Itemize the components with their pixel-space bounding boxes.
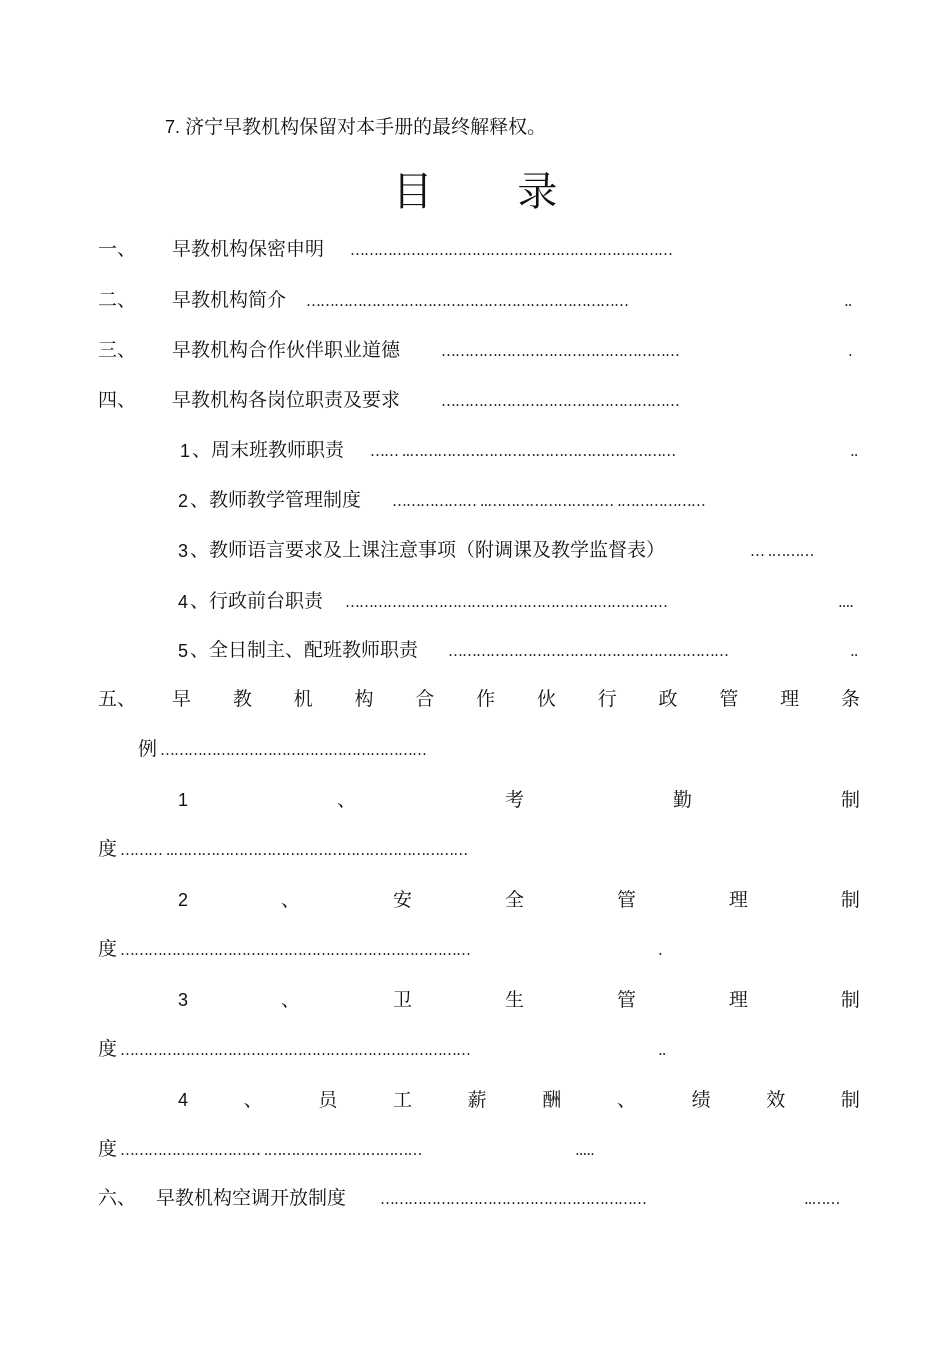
toc-leader-dots: …………………………………………………………… <box>350 243 672 258</box>
toc-entry-number: 四、 <box>98 389 137 411</box>
toc-subentry-title-continuation: 度 <box>98 938 118 960</box>
toc-subentry-title: 、周末班教师职责 <box>192 439 345 461</box>
toc-subentry-title: 、全日制主、配班教师职责 <box>190 639 419 661</box>
toc-entry-number: 五、 <box>98 688 137 710</box>
title-char: 薪 <box>467 1089 487 1111</box>
toc-title: 目 录 <box>392 169 594 215</box>
toc-entry-number: 三、 <box>98 339 137 361</box>
title-char: 勤 <box>672 789 692 811</box>
toc-entry-title: 早教机构简介 <box>172 289 287 311</box>
toc-page-marker: ..... <box>575 1143 594 1158</box>
title-char: 作 <box>476 688 496 710</box>
toc-leader-dots: ………………………………………………………………… <box>120 943 470 958</box>
title-char: 1 <box>178 790 189 810</box>
title-char: 、 <box>243 1089 263 1111</box>
title-char: 工 <box>392 1089 412 1111</box>
toc-page-marker: .. <box>844 294 852 309</box>
toc-leader-dots: ………………………………………………… <box>160 743 426 758</box>
toc-entry-title: 早教机构保密申明 <box>172 238 325 260</box>
title-char: 卫 <box>392 989 412 1011</box>
toc-subentry-title: 、教师教学管理制度 <box>190 489 362 511</box>
toc-leader-dots: …………………………………………………………… <box>345 595 667 610</box>
toc-subentry-title-continuation: 度 <box>98 1038 118 1060</box>
toc-subentry-number: 4 <box>178 592 189 612</box>
toc-subentry-number: 2 <box>178 491 189 511</box>
title-char: 管 <box>616 989 636 1011</box>
title-char: 酬 <box>542 1089 562 1111</box>
title-char: 全 <box>504 889 524 911</box>
title-char: 员 <box>318 1089 338 1111</box>
toc-entry-title: 早教机构合作伙伴职业道德 <box>172 339 401 361</box>
title-char: 、 <box>280 889 300 911</box>
toc-entry-number: 二、 <box>98 289 137 311</box>
toc-leader-dots: ………………………… .…………………………… <box>120 1143 422 1158</box>
title-char: 条 <box>840 688 860 710</box>
toc-page-marker: .... <box>838 595 854 610</box>
title-char: 3 <box>178 990 189 1010</box>
toc-subentry-title-continuation: 度 <box>98 1138 118 1160</box>
toc-entry-title <box>172 690 860 709</box>
title-char: 行 <box>597 688 617 710</box>
toc-page-marker: ..…… <box>804 1192 840 1207</box>
toc-page-marker: .. <box>658 1043 666 1058</box>
toc-leader-dots: … .……… <box>750 544 814 559</box>
toc-subentry-number: 1 <box>180 441 191 461</box>
toc-entry-title: 早教机构空调开放制度 <box>156 1187 347 1209</box>
toc-leader-dots: ……………… ..……………………… .……………… <box>392 494 705 509</box>
title-char: 管 <box>719 688 739 710</box>
toc-leader-dots: …… ..………………………………………………… <box>370 444 676 459</box>
title-char: 制 <box>840 889 860 911</box>
title-char: 伙 <box>536 688 556 710</box>
toc-page-marker: .. <box>850 444 858 459</box>
toc-entry-number: 六、 <box>98 1187 137 1209</box>
toc-leader-dots: …………………………………………… <box>441 344 679 359</box>
title-char: 机 <box>293 688 313 710</box>
title-char: 理 <box>728 889 748 911</box>
title-char: 制 <box>840 1089 860 1111</box>
toc-entry-title-continuation: 例 <box>138 738 158 760</box>
toc-entry-title: 早教机构各岗位职责及要求 <box>172 389 401 411</box>
toc-leader-dots: …………………………………………………………… <box>306 294 628 309</box>
title-char: 绩 <box>691 1089 711 1111</box>
toc-leader-dots: ………………………………………………………………… <box>120 1043 470 1058</box>
toc-subentry-title: 、教师语言要求及上课注意事项（附调课及教学监督表） <box>190 539 666 561</box>
toc-subentry-title <box>178 791 860 810</box>
toc-leader-dots: ……… ..……………………………………………………… <box>120 843 468 858</box>
toc-subentry-title-continuation: 度 <box>98 838 118 860</box>
title-char: 理 <box>780 688 800 710</box>
toc-leader-dots: ………………………………………………… <box>380 1192 646 1207</box>
title-char: 制 <box>840 989 860 1011</box>
toc-subentry-number: 3 <box>178 541 189 561</box>
title-char: 、 <box>280 989 300 1011</box>
toc-page-marker: . <box>848 344 852 359</box>
title-char: 效 <box>766 1089 786 1111</box>
title-char: 4 <box>178 1090 189 1110</box>
toc-subentry-title <box>178 991 860 1010</box>
title-char: 考 <box>504 789 524 811</box>
intro-note <box>165 118 546 137</box>
title-char: 政 <box>658 688 678 710</box>
toc-leader-dots: …………………………………………… <box>441 394 679 409</box>
title-char: 制 <box>840 789 860 811</box>
title-char: 教 <box>232 688 252 710</box>
intro-note-text: 济宁早教机构保留对本手册的最终解释权。 <box>185 116 547 138</box>
title-char: 、 <box>616 1089 636 1111</box>
title-char: 合 <box>415 688 435 710</box>
intro-note-number: 7. <box>165 117 181 137</box>
toc-subentry-number: 5 <box>178 641 189 661</box>
title-char: 生 <box>504 989 524 1011</box>
toc-leader-dots: …………………………………………………… <box>448 644 728 659</box>
toc-entry-number: 一、 <box>98 238 137 260</box>
toc-page-marker: . <box>658 943 662 958</box>
title-char: 早 <box>172 688 192 710</box>
toc-subentry-title <box>178 1091 860 1110</box>
toc-subentry-title: 、行政前台职责 <box>190 590 324 612</box>
title-char: 安 <box>392 889 412 911</box>
title-char: 构 <box>354 688 374 710</box>
title-char: 、 <box>336 789 356 811</box>
title-char: 理 <box>728 989 748 1011</box>
title-char: 管 <box>616 889 636 911</box>
title-char: 2 <box>178 890 189 910</box>
toc-page-marker: .. <box>850 644 858 659</box>
toc-subentry-title <box>178 891 860 910</box>
